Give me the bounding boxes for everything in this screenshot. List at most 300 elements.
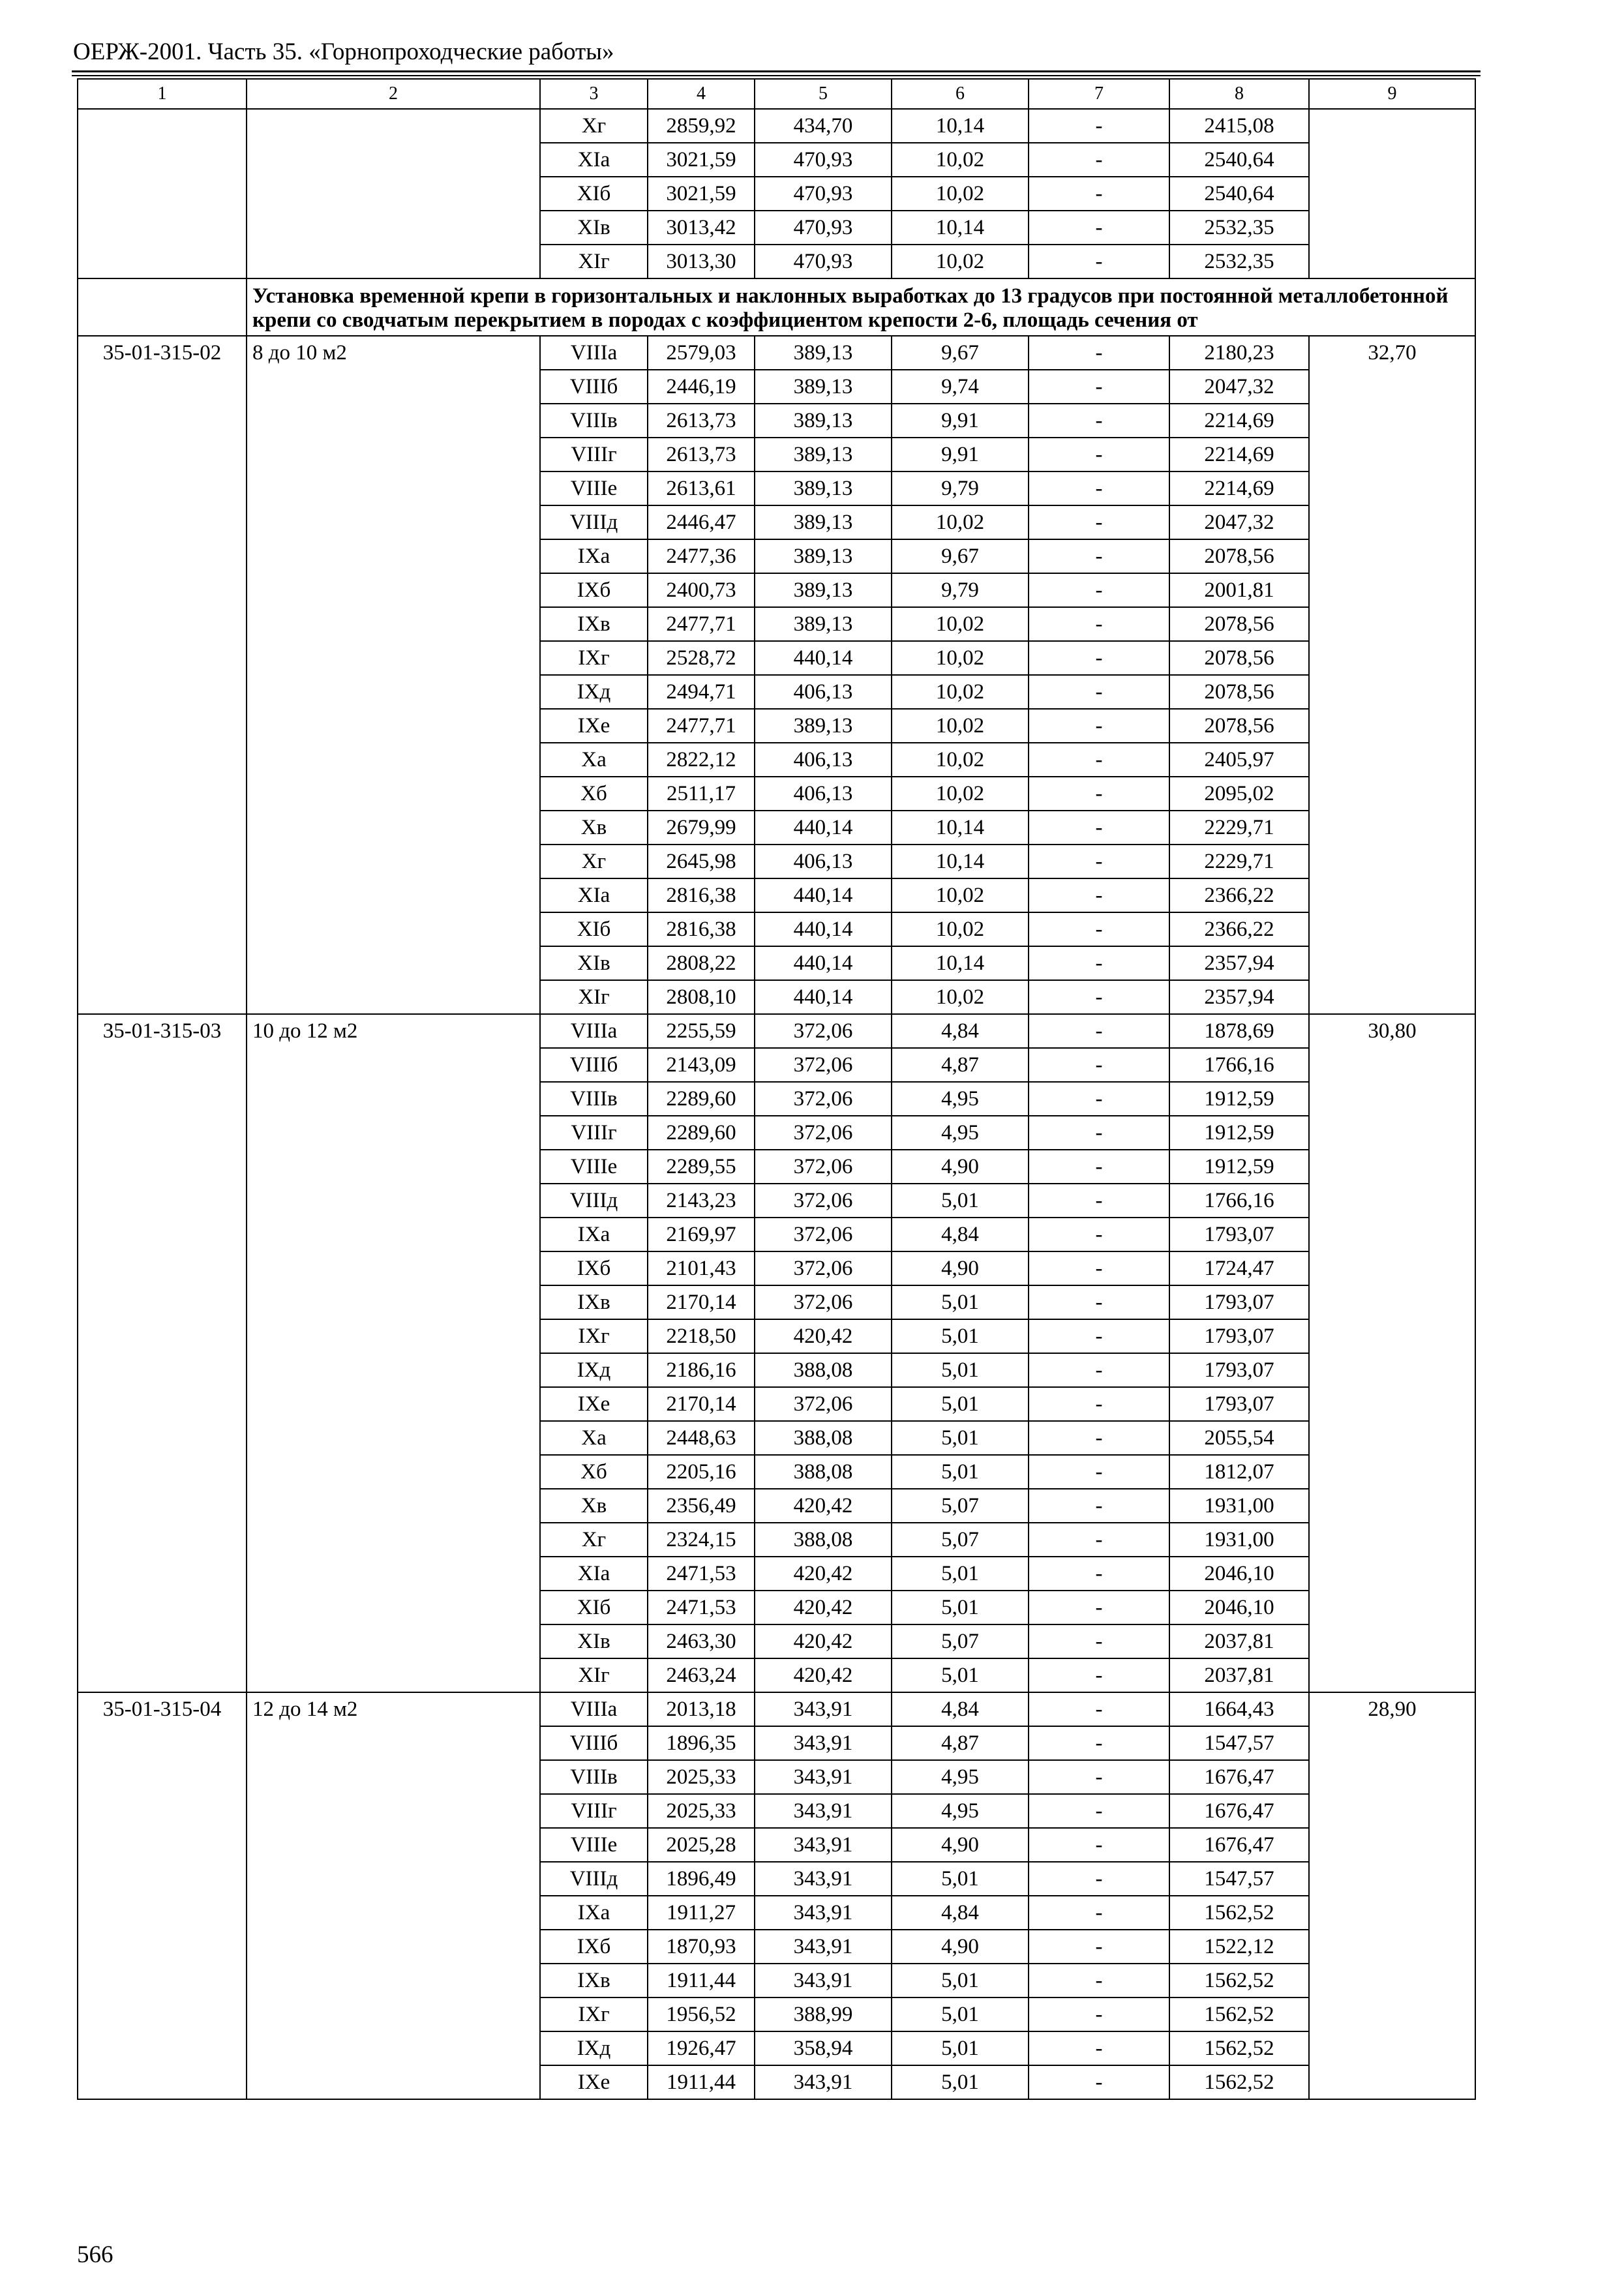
column-number: 2: [247, 79, 540, 109]
materials-cost-cell: 2078,56: [1169, 539, 1309, 573]
machine-operation-cell: 4,95: [892, 1794, 1029, 1828]
operator-wages-cell: -: [1029, 1862, 1169, 1896]
labor-wages-cell: 358,94: [755, 2031, 892, 2065]
operator-wages-cell: -: [1029, 143, 1169, 177]
machine-operation-cell: 10,02: [892, 777, 1029, 811]
rock-category-cell: VIIIе: [540, 1150, 648, 1184]
labor-wages-cell: 470,93: [755, 143, 892, 177]
machine-operation-cell: 10,02: [892, 143, 1029, 177]
labor-wages-cell: 440,14: [755, 980, 892, 1014]
operator-wages-cell: -: [1029, 1048, 1169, 1082]
rock-category-cell: IXв: [540, 1285, 648, 1319]
machine-operation-cell: 5,01: [892, 1285, 1029, 1319]
machine-operation-cell: 4,90: [892, 1828, 1029, 1862]
rock-category-cell: VIIIб: [540, 1726, 648, 1760]
labor-wages-cell: 343,91: [755, 2065, 892, 2099]
materials-cost-cell: 2001,81: [1169, 573, 1309, 607]
materials-cost-cell: 2229,71: [1169, 845, 1309, 878]
item-code: 35-01-315-02: [78, 336, 247, 1014]
rock-category-cell: IXб: [540, 1930, 648, 1964]
machine-operation-cell: 9,74: [892, 370, 1029, 404]
column-number-row: [78, 79, 1475, 109]
machine-operation-cell: 5,01: [892, 1997, 1029, 2031]
rock-category-cell: Xг: [540, 845, 648, 878]
labor-wages-cell: 389,13: [755, 370, 892, 404]
materials-cost-cell: 1676,47: [1169, 1794, 1309, 1828]
labor-wages-cell: 372,06: [755, 1184, 892, 1218]
labor-wages-cell: 420,42: [755, 1557, 892, 1591]
labor-wages-cell: 372,06: [755, 1218, 892, 1251]
materials-cost-cell: 1931,00: [1169, 1489, 1309, 1523]
item-name: 10 до 12 м2: [247, 1014, 540, 1692]
table-row: [78, 1014, 1475, 1048]
labor-wages-cell: 343,91: [755, 1930, 892, 1964]
machine-operation-cell: 10,02: [892, 675, 1029, 709]
direct-costs-cell: 2170,14: [648, 1387, 755, 1421]
machine-operation-cell: 10,14: [892, 811, 1029, 845]
rock-category-cell: VIIIе: [540, 471, 648, 505]
direct-costs-cell: 2859,92: [648, 109, 755, 143]
operator-wages-cell: -: [1029, 573, 1169, 607]
materials-cost-cell: 2037,81: [1169, 1624, 1309, 1658]
rock-category-cell: VIIIа: [540, 1692, 648, 1726]
direct-costs-cell: 2511,17: [648, 777, 755, 811]
direct-costs-cell: 2289,60: [648, 1082, 755, 1116]
direct-costs-cell: 2613,61: [648, 471, 755, 505]
column-number: 9: [1309, 79, 1475, 109]
column-number: 3: [540, 79, 648, 109]
code-cell: [78, 109, 247, 278]
labor-wages-cell: 440,14: [755, 878, 892, 912]
operator-wages-cell: -: [1029, 438, 1169, 471]
materials-cost-cell: 2078,56: [1169, 709, 1309, 743]
machine-operation-cell: 5,07: [892, 1624, 1029, 1658]
operator-wages-cell: -: [1029, 370, 1169, 404]
direct-costs-cell: 2289,60: [648, 1116, 755, 1150]
column-number: 4: [648, 79, 755, 109]
materials-cost-cell: 1547,57: [1169, 1726, 1309, 1760]
machine-operation-cell: 4,84: [892, 1014, 1029, 1048]
materials-cost-cell: 2055,54: [1169, 1421, 1309, 1455]
machine-operation-cell: 5,01: [892, 1591, 1029, 1624]
materials-cost-cell: 1562,52: [1169, 1997, 1309, 2031]
rock-category-cell: IXб: [540, 1251, 648, 1285]
direct-costs-cell: 2143,23: [648, 1184, 755, 1218]
machine-operation-cell: 9,91: [892, 438, 1029, 471]
direct-costs-cell: 2463,24: [648, 1658, 755, 1692]
operator-wages-cell: -: [1029, 777, 1169, 811]
machine-operation-cell: 10,02: [892, 743, 1029, 777]
rock-category-cell: VIIIд: [540, 1184, 648, 1218]
column-number: 6: [892, 79, 1029, 109]
materials-cost-cell: 2415,08: [1169, 109, 1309, 143]
operator-wages-cell: -: [1029, 811, 1169, 845]
operator-wages-cell: -: [1029, 1760, 1169, 1794]
materials-cost-cell: 1562,52: [1169, 2031, 1309, 2065]
direct-costs-cell: 2477,71: [648, 607, 755, 641]
labor-wages-cell: 406,13: [755, 777, 892, 811]
direct-costs-cell: 2613,73: [648, 438, 755, 471]
labor-wages-cell: 389,13: [755, 607, 892, 641]
operator-wages-cell: -: [1029, 1014, 1169, 1048]
labor-wages-cell: 434,70: [755, 109, 892, 143]
direct-costs-cell: 2463,30: [648, 1624, 755, 1658]
labor-wages-cell: 343,91: [755, 1828, 892, 1862]
operator-wages-cell: -: [1029, 177, 1169, 211]
materials-cost-cell: 2532,35: [1169, 211, 1309, 245]
operator-wages-cell: -: [1029, 1116, 1169, 1150]
materials-cost-cell: 1793,07: [1169, 1353, 1309, 1387]
labor-wages-cell: 372,06: [755, 1150, 892, 1184]
direct-costs-cell: 2186,16: [648, 1353, 755, 1387]
operator-wages-cell: -: [1029, 1726, 1169, 1760]
operator-wages-cell: -: [1029, 709, 1169, 743]
machine-operation-cell: 9,79: [892, 573, 1029, 607]
labor-wages-cell: 389,13: [755, 573, 892, 607]
name-cell: [247, 109, 540, 278]
rock-category-cell: IXа: [540, 539, 648, 573]
direct-costs-cell: 2170,14: [648, 1285, 755, 1319]
materials-cost-cell: 1724,47: [1169, 1251, 1309, 1285]
operator-wages-cell: -: [1029, 1624, 1169, 1658]
direct-costs-cell: 3021,59: [648, 177, 755, 211]
labor-wages-cell: 406,13: [755, 675, 892, 709]
labor-wages-cell: 420,42: [755, 1658, 892, 1692]
operator-wages-cell: -: [1029, 1658, 1169, 1692]
rock-category-cell: XIа: [540, 1557, 648, 1591]
header-rule-thick: [72, 70, 1481, 72]
labor-wages-cell: 388,99: [755, 1997, 892, 2031]
materials-cost-cell: 2047,32: [1169, 370, 1309, 404]
labor-wages-cell: 470,93: [755, 211, 892, 245]
direct-costs-cell: 2025,33: [648, 1760, 755, 1794]
labor-wages-cell: 372,06: [755, 1082, 892, 1116]
direct-costs-cell: 1911,44: [648, 1964, 755, 1997]
rock-category-cell: XIв: [540, 1624, 648, 1658]
section-heading: Установка временной крепи в горизонтальных и наклонных выработках до 13 градусов при постоянной металлобетонной крепи со сводчатым перекрытием в породах с коэффициентом крепости 2-6, площадь сечения от: [247, 278, 1475, 336]
rock-category-cell: VIIIг: [540, 1116, 648, 1150]
operator-wages-cell: -: [1029, 2031, 1169, 2065]
materials-cost-cell: 2214,69: [1169, 471, 1309, 505]
materials-cost-cell: 1522,12: [1169, 1930, 1309, 1964]
labor-wages-cell: 470,93: [755, 177, 892, 211]
materials-cost-cell: 1766,16: [1169, 1048, 1309, 1082]
direct-costs-cell: 2579,03: [648, 336, 755, 370]
direct-costs-cell: 2356,49: [648, 1489, 755, 1523]
operator-wages-cell: -: [1029, 1319, 1169, 1353]
direct-costs-cell: 2143,09: [648, 1048, 755, 1082]
direct-costs-cell: 2816,38: [648, 912, 755, 946]
rock-category-cell: VIIIв: [540, 1082, 648, 1116]
direct-costs-cell: 2822,12: [648, 743, 755, 777]
operator-wages-cell: -: [1029, 471, 1169, 505]
labor-wages-cell: 440,14: [755, 912, 892, 946]
direct-costs-cell: 2400,73: [648, 573, 755, 607]
labor-wages-cell: 389,13: [755, 404, 892, 438]
rock-category-cell: Xа: [540, 743, 648, 777]
rock-category-cell: IXб: [540, 573, 648, 607]
operator-wages-cell: -: [1029, 1692, 1169, 1726]
table-row: [78, 1692, 1475, 1726]
labor-wages-cell: 372,06: [755, 1285, 892, 1319]
materials-cost-cell: 2357,94: [1169, 980, 1309, 1014]
operator-wages-cell: -: [1029, 1930, 1169, 1964]
materials-cost-cell: 1676,47: [1169, 1760, 1309, 1794]
labor-wages-cell: 388,08: [755, 1353, 892, 1387]
rock-category-cell: XIг: [540, 245, 648, 278]
machine-operation-cell: 10,02: [892, 980, 1029, 1014]
direct-costs-cell: 1911,27: [648, 1896, 755, 1930]
rock-category-cell: VIIIа: [540, 336, 648, 370]
operator-wages-cell: -: [1029, 109, 1169, 143]
labor-wages-cell: 406,13: [755, 845, 892, 878]
operator-wages-cell: -: [1029, 1828, 1169, 1862]
operator-wages-cell: -: [1029, 675, 1169, 709]
direct-costs-cell: 2218,50: [648, 1319, 755, 1353]
materials-cost-cell: 1793,07: [1169, 1387, 1309, 1421]
rock-category-cell: IXа: [540, 1896, 648, 1930]
labor-wages-cell: 420,42: [755, 1624, 892, 1658]
operator-wages-cell: -: [1029, 1896, 1169, 1930]
rock-category-cell: VIIIг: [540, 438, 648, 471]
labor-wages-cell: 388,08: [755, 1455, 892, 1489]
labor-wages-cell: 388,08: [755, 1523, 892, 1557]
labor-wages-cell: 440,14: [755, 811, 892, 845]
machine-operation-cell: 10,02: [892, 912, 1029, 946]
rock-category-cell: VIIIв: [540, 404, 648, 438]
labor-wages-cell: 343,91: [755, 1726, 892, 1760]
table-row: [78, 109, 1475, 143]
direct-costs-cell: 2471,53: [648, 1591, 755, 1624]
direct-costs-cell: 1956,52: [648, 1997, 755, 2031]
materials-cost-cell: 2046,10: [1169, 1557, 1309, 1591]
labor-wages-cell: 389,13: [755, 336, 892, 370]
materials-cost-cell: 1878,69: [1169, 1014, 1309, 1048]
rock-category-cell: Xв: [540, 1489, 648, 1523]
operator-wages-cell: -: [1029, 641, 1169, 675]
materials-cost-cell: 2405,97: [1169, 743, 1309, 777]
rock-category-cell: IXв: [540, 607, 648, 641]
materials-cost-cell: 2037,81: [1169, 1658, 1309, 1692]
item-name: 12 до 14 м2: [247, 1692, 540, 2099]
rock-category-cell: IXе: [540, 1387, 648, 1421]
machine-operation-cell: 4,90: [892, 1251, 1029, 1285]
operator-wages-cell: -: [1029, 1557, 1169, 1591]
rock-category-cell: VIIIб: [540, 1048, 648, 1082]
direct-costs-cell: 2255,59: [648, 1014, 755, 1048]
rock-category-cell: VIIIв: [540, 1760, 648, 1794]
materials-cost-cell: 2047,32: [1169, 505, 1309, 539]
column-number: 8: [1169, 79, 1309, 109]
direct-costs-cell: 2025,33: [648, 1794, 755, 1828]
materials-cost-cell: 2366,22: [1169, 878, 1309, 912]
machine-operation-cell: 5,01: [892, 1353, 1029, 1387]
operator-wages-cell: -: [1029, 2065, 1169, 2099]
machine-operation-cell: 5,01: [892, 2065, 1029, 2099]
rock-category-cell: XIв: [540, 946, 648, 980]
page-number: 566: [77, 2241, 113, 2268]
operator-wages-cell: -: [1029, 845, 1169, 878]
materials-cost-cell: 1912,59: [1169, 1150, 1309, 1184]
machine-operation-cell: 5,01: [892, 1658, 1029, 1692]
table-row: [78, 336, 1475, 370]
operator-wages-cell: -: [1029, 1455, 1169, 1489]
direct-costs-cell: 2477,36: [648, 539, 755, 573]
machine-operation-cell: 5,01: [892, 1319, 1029, 1353]
rock-category-cell: IXг: [540, 641, 648, 675]
direct-costs-cell: 2816,38: [648, 878, 755, 912]
estimate-table-body: [78, 79, 1475, 2099]
operator-wages-cell: -: [1029, 1794, 1169, 1828]
labor-wages-cell: 406,13: [755, 743, 892, 777]
machine-operation-cell: 10,02: [892, 878, 1029, 912]
operator-wages-cell: -: [1029, 1997, 1169, 2031]
materials-cost-cell: 2540,64: [1169, 143, 1309, 177]
machine-operation-cell: 4,95: [892, 1082, 1029, 1116]
operator-wages-cell: -: [1029, 539, 1169, 573]
labor-wages-cell: 389,13: [755, 471, 892, 505]
rock-category-cell: IXв: [540, 1964, 648, 1997]
direct-costs-cell: 2446,19: [648, 370, 755, 404]
materials-cost-cell: 2078,56: [1169, 641, 1309, 675]
labor-wages-cell: 440,14: [755, 641, 892, 675]
direct-costs-cell: 2808,22: [648, 946, 755, 980]
rock-category-cell: VIIIг: [540, 1794, 648, 1828]
machine-operation-cell: 9,67: [892, 539, 1029, 573]
page-header-title: ОЕРЖ-2001. Часть 35. «Горнопроходческие работы»: [73, 38, 614, 65]
direct-costs-cell: 2289,55: [648, 1150, 755, 1184]
labor-wages-cell: 372,06: [755, 1048, 892, 1082]
column-number: 7: [1029, 79, 1169, 109]
section-heading-code-cell: [78, 278, 247, 336]
direct-costs-cell: 2205,16: [648, 1455, 755, 1489]
materials-cost-cell: 2214,69: [1169, 438, 1309, 471]
labor-wages-cell: 388,08: [755, 1421, 892, 1455]
operator-wages-cell: -: [1029, 607, 1169, 641]
rock-category-cell: XIб: [540, 177, 648, 211]
rock-category-cell: IXг: [540, 1997, 648, 2031]
direct-costs-cell: 2613,73: [648, 404, 755, 438]
machine-operation-cell: 10,02: [892, 607, 1029, 641]
operator-wages-cell: -: [1029, 1421, 1169, 1455]
operator-wages-cell: -: [1029, 404, 1169, 438]
materials-cost-cell: 1562,52: [1169, 1896, 1309, 1930]
rock-category-cell: Xа: [540, 1421, 648, 1455]
direct-costs-cell: 2446,47: [648, 505, 755, 539]
labor-wages-cell: 372,06: [755, 1387, 892, 1421]
rock-category-cell: XIг: [540, 980, 648, 1014]
direct-costs-cell: 1926,47: [648, 2031, 755, 2065]
operator-wages-cell: -: [1029, 1353, 1169, 1387]
machine-operation-cell: 5,01: [892, 2031, 1029, 2065]
labor-norm-cell: [1309, 109, 1475, 278]
materials-cost-cell: 2095,02: [1169, 777, 1309, 811]
rock-category-cell: IXе: [540, 709, 648, 743]
labor-wages-cell: 389,13: [755, 438, 892, 471]
labor-wages-cell: 420,42: [755, 1489, 892, 1523]
materials-cost-cell: 2532,35: [1169, 245, 1309, 278]
direct-costs-cell: 3021,59: [648, 143, 755, 177]
materials-cost-cell: 2357,94: [1169, 946, 1309, 980]
direct-costs-cell: 1870,93: [648, 1930, 755, 1964]
direct-costs-cell: 2645,98: [648, 845, 755, 878]
operator-wages-cell: -: [1029, 505, 1169, 539]
operator-wages-cell: -: [1029, 1184, 1169, 1218]
operator-wages-cell: -: [1029, 1285, 1169, 1319]
estimate-table: [77, 78, 1476, 2100]
machine-operation-cell: 10,14: [892, 946, 1029, 980]
machine-operation-cell: 5,01: [892, 1557, 1029, 1591]
machine-operation-cell: 10,14: [892, 845, 1029, 878]
machine-operation-cell: 5,07: [892, 1489, 1029, 1523]
operator-wages-cell: -: [1029, 946, 1169, 980]
machine-operation-cell: 9,79: [892, 471, 1029, 505]
materials-cost-cell: 1812,07: [1169, 1455, 1309, 1489]
materials-cost-cell: 2229,71: [1169, 811, 1309, 845]
materials-cost-cell: 1766,16: [1169, 1184, 1309, 1218]
rock-category-cell: Xб: [540, 777, 648, 811]
machine-operation-cell: 4,95: [892, 1116, 1029, 1150]
rock-category-cell: Xг: [540, 1523, 648, 1557]
materials-cost-cell: 2078,56: [1169, 607, 1309, 641]
machine-operation-cell: 5,07: [892, 1523, 1029, 1557]
labor-wages-cell: 372,06: [755, 1251, 892, 1285]
rock-category-cell: Xв: [540, 811, 648, 845]
materials-cost-cell: 2180,23: [1169, 336, 1309, 370]
direct-costs-cell: 2101,43: [648, 1251, 755, 1285]
machine-operation-cell: 5,01: [892, 1421, 1029, 1455]
direct-costs-cell: 2025,28: [648, 1828, 755, 1862]
direct-costs-cell: 2808,10: [648, 980, 755, 1014]
rock-category-cell: Xб: [540, 1455, 648, 1489]
direct-costs-cell: 3013,30: [648, 245, 755, 278]
rock-category-cell: XIа: [540, 878, 648, 912]
materials-cost-cell: 1664,43: [1169, 1692, 1309, 1726]
materials-cost-cell: 1912,59: [1169, 1082, 1309, 1116]
labor-wages-cell: 343,91: [755, 1794, 892, 1828]
labor-norm: 30,80: [1309, 1014, 1475, 1692]
machine-operation-cell: 10,14: [892, 211, 1029, 245]
operator-wages-cell: -: [1029, 878, 1169, 912]
direct-costs-cell: 3013,42: [648, 211, 755, 245]
labor-wages-cell: 343,91: [755, 1862, 892, 1896]
rock-category-cell: IXе: [540, 2065, 648, 2099]
machine-operation-cell: 4,84: [892, 1692, 1029, 1726]
direct-costs-cell: 2679,99: [648, 811, 755, 845]
rock-category-cell: XIв: [540, 211, 648, 245]
direct-costs-cell: 2528,72: [648, 641, 755, 675]
operator-wages-cell: -: [1029, 1387, 1169, 1421]
rock-category-cell: VIIIе: [540, 1828, 648, 1862]
materials-cost-cell: 1793,07: [1169, 1218, 1309, 1251]
operator-wages-cell: -: [1029, 980, 1169, 1014]
labor-wages-cell: 389,13: [755, 505, 892, 539]
machine-operation-cell: 5,01: [892, 1964, 1029, 1997]
section-heading-row: [78, 278, 1475, 336]
labor-wages-cell: 470,93: [755, 245, 892, 278]
operator-wages-cell: -: [1029, 1251, 1169, 1285]
machine-operation-cell: 5,01: [892, 1184, 1029, 1218]
direct-costs-cell: 1911,44: [648, 2065, 755, 2099]
rock-category-cell: XIа: [540, 143, 648, 177]
machine-operation-cell: 4,84: [892, 1896, 1029, 1930]
rock-category-cell: IXд: [540, 2031, 648, 2065]
header-rule-thin: [72, 75, 1481, 76]
machine-operation-cell: 4,87: [892, 1048, 1029, 1082]
operator-wages-cell: -: [1029, 743, 1169, 777]
machine-operation-cell: 5,01: [892, 1862, 1029, 1896]
materials-cost-cell: 1547,57: [1169, 1862, 1309, 1896]
